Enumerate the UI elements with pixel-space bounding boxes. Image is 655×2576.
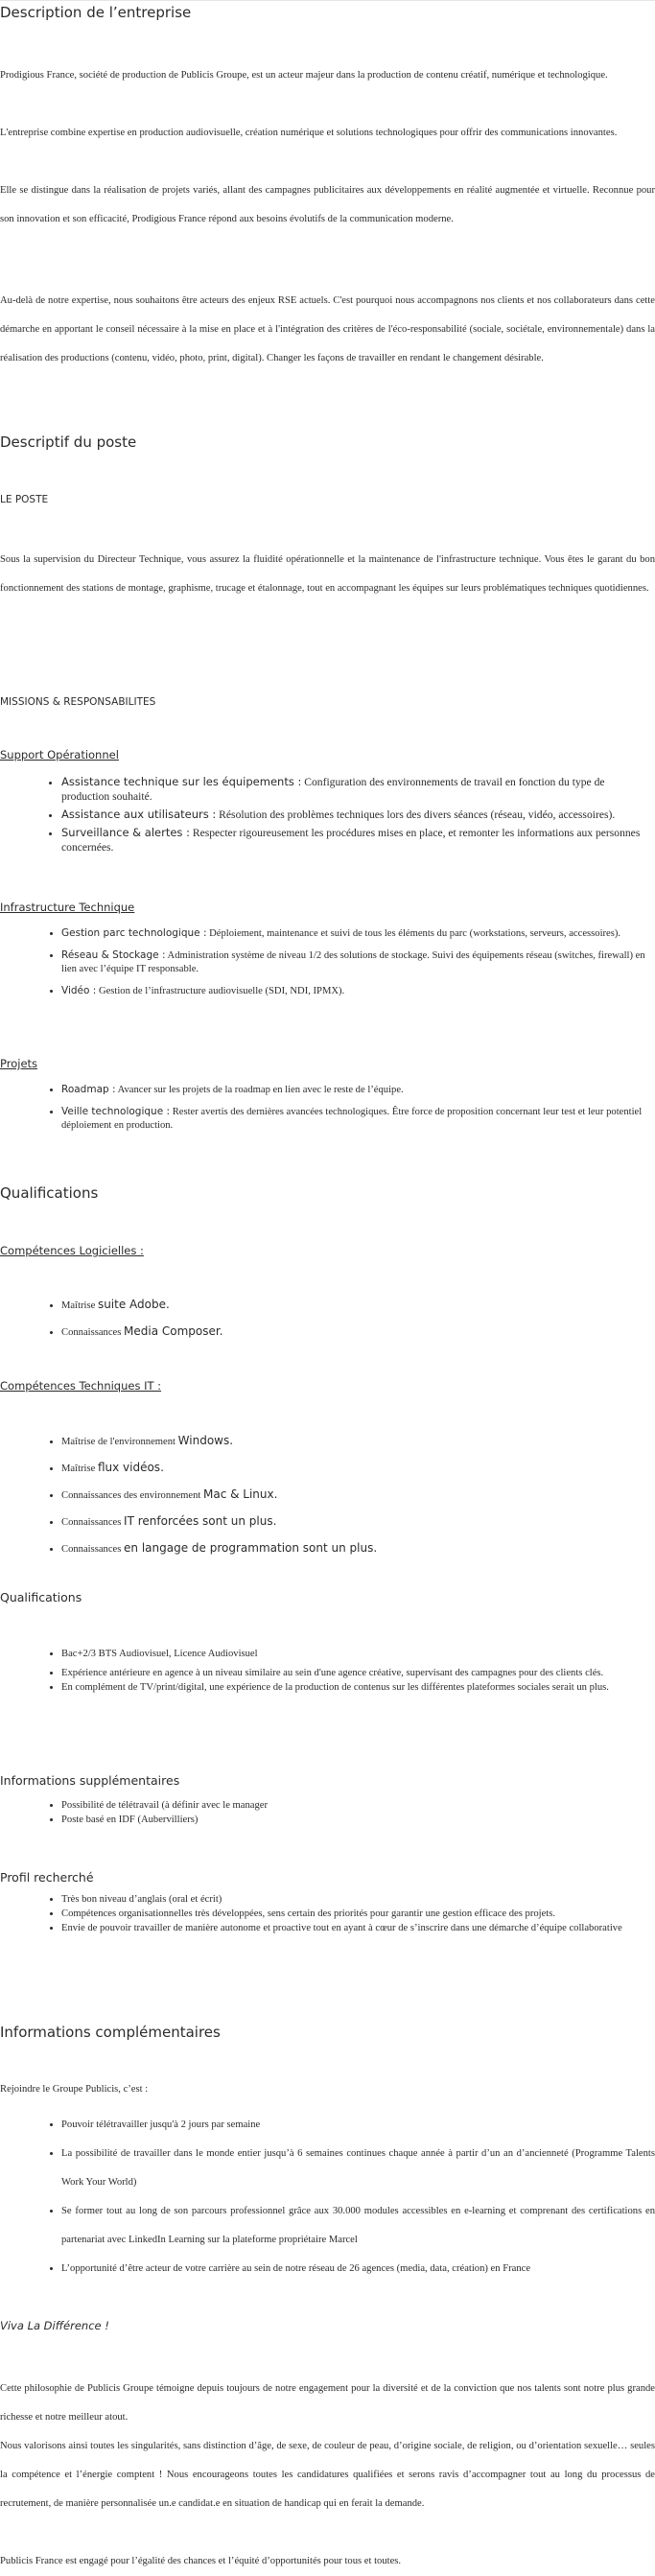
infra-heading: Infrastructure Technique: [0, 901, 135, 914]
support-list: [0, 775, 655, 855]
qualifications-subheading: Qualifications: [0, 1590, 82, 1604]
it-item-keyword: en langage de programmation sont un plus.: [124, 1541, 378, 1555]
job-description-heading: Descriptif du poste: [0, 433, 137, 451]
support-item-text: Configuration des environnements de travail en fonction du type de production souhaité.: [61, 776, 605, 803]
support-item-lead: Assistance technique sur les équipements :: [61, 775, 302, 788]
it-item: [61, 1482, 655, 1509]
it-item-text: Maîtrise de l'environnement: [61, 1437, 178, 1447]
infra-list: [0, 926, 655, 998]
projets-heading: Projets: [0, 1057, 38, 1070]
support-item-lead: Surveillance & alertes :: [61, 826, 190, 839]
infra-item: [61, 926, 655, 941]
profil-list: [0, 1893, 655, 1934]
it-item-keyword: flux vidéos.: [97, 1461, 164, 1474]
logiciels-item: [61, 1319, 655, 1346]
complementary-heading: Informations complémentaires: [0, 2024, 221, 2041]
logiciels-item-keyword: Media Composer.: [124, 1324, 223, 1338]
infra-item-text: Gestion de l’infrastructure audiovisuelle (SDI, NDI, IPMX).: [96, 986, 345, 996]
info-supp-heading: Informations supplémentaires: [0, 1773, 180, 1788]
it-item-keyword: Mac & Linux.: [202, 1487, 278, 1501]
qualifications-item: • Bac+2/3 BTS Audiovisuel, Licence Audiovisuel: [61, 1648, 655, 1660]
le-poste-heading: LE POSTE: [0, 494, 49, 505]
qualifications-item: • En complément de TV/print/digital, une expérience de la production de contenus sur les différentes plateformes sociales serait un plus.: [61, 1681, 655, 1694]
it-item: [61, 1455, 655, 1482]
profil-item: • Très bon niveau d’anglais (oral et écrit): [61, 1893, 655, 1906]
complementary-intro: Rejoindre le Groupe Publicis, c’est :: [0, 2084, 149, 2095]
support-item: [61, 775, 655, 804]
logiciels-heading: Compétences Logicielles :: [0, 1244, 144, 1257]
info-supp-item: • Possibilité de télétravail (à définir avec le manager: [61, 1798, 655, 1813]
profil-heading: Profil recherché: [0, 1870, 94, 1885]
company-heading: Description de l’entreprise: [0, 4, 192, 21]
it-item: [61, 1428, 655, 1455]
logiciels-item-keyword: suite Adobe.: [97, 1298, 170, 1311]
infra-item-lead: Gestion parc technologique :: [61, 927, 207, 939]
info-supp-list: [0, 1798, 655, 1827]
job-intro-paragraph: Sous la supervision du Directeur Technique, vous assurez la fluidité opérationnelle et la maintenance de l'infrastructure technique. Vous êtes le garant du bon fonctionnement des stations de montage, graphisme, trucage et étalonnage, tout en accompagnant les équipes sur leurs problématiques techniques quotidiennes.: [0, 554, 655, 594]
qualifications-list: [0, 1648, 655, 1694]
it-item-keyword: Windows.: [177, 1434, 234, 1447]
qualifications-item: • Expérience antérieure en agence à un niveau similaire au sein d'une agence créative, supervisant des campagnes pour des clients clés.: [61, 1667, 655, 1679]
diversity-paragraph-1: Cette philosophie de Publicis Groupe témoigne depuis toujours de notre engagement pour la diversité et de la conviction que nos talents sont notre plus grande richesse et notre meilleur atout.: [0, 2383, 655, 2423]
support-item: [61, 808, 655, 822]
logiciels-item-text: Connaissances: [61, 1327, 125, 1338]
it-item: [61, 1509, 655, 1535]
complementary-item: • La possibilité de travailler dans le monde entier jusqu’à 6 semaines continues chaque année à partir d’un an d’ancienneté (Programme Talents Work Your World): [61, 2140, 655, 2197]
diversity-paragraph-3: Publicis France est engagé pour l’égalité des chances et l’équité d’opportunités pour tous et toutes.: [0, 2556, 402, 2566]
company-paragraph-3: Elle se distingue dans la réalisation de projets variés, allant des campagnes publicitaires aux développements en réalité augmentée et virtuelle. Reconnue pour son innovation et son efficacité, Prodigious France répond aux besoins évolutifs de la communication moderne.: [0, 185, 655, 224]
it-item-text: Connaissances des environnement: [61, 1490, 203, 1501]
projets-list: [0, 1083, 655, 1133]
profil-item: • Compétences organisationnelles très développées, sens certain des priorités pour garantir une gestion efficace des projets.: [61, 1908, 655, 1920]
tagline: Viva La Différence !: [0, 2319, 109, 2332]
support-item-text: Respecter rigoureusement les procédures mises en place, et remonter les informations aux personnes concernées.: [61, 827, 641, 854]
projets-item: [61, 1105, 655, 1133]
logiciels-item-text: Maîtrise: [61, 1300, 98, 1311]
it-item: [61, 1535, 655, 1562]
complementary-item: • L’opportunité d’être acteur de votre carrière au sein de notre réseau de 26 agences (media, data, création) en France: [61, 2255, 655, 2283]
diversity-paragraph-2: Nous valorisons ainsi toutes les singularités, sans distinction d’âge, de sexe, de couleur de peau, d’origine sociale, de religion, ou d’orientation sexuelle… seules la compétence et l’énergie comptent ! Nous encourageons toutes les candidatures qualifiées et serons ravis d’accompagner tout au long du processus de recrutement, de manière personnalisée un.e candidat.e en situation de handicap qui en ferait la demande.: [0, 2441, 655, 2509]
projets-item-lead: Roadmap :: [61, 1084, 116, 1095]
support-heading: Support Opérationnel: [0, 748, 119, 761]
it-item-text: Connaissances: [61, 1517, 125, 1528]
infra-item-lead: Réseau & Stockage :: [61, 949, 166, 961]
it-heading: Compétences Techniques IT :: [0, 1379, 162, 1393]
it-list: [0, 1428, 655, 1562]
logiciels-list: [0, 1292, 655, 1346]
infra-item-text: Administration système de niveau 1/2 des solutions de stockage. Suivi des équipements réseau (switches, firewall) en lien avec l’équipe IT responsable.: [61, 950, 645, 974]
company-paragraph-1: Prodigious France, société de production de Publicis Groupe, est un acteur majeur dans la production de contenu créatif, numérique et technologique.: [0, 70, 608, 81]
projets-item-text: Rester avertis des dernières avancées technologiques. Être force de proposition concernant leur test et leur potentiel déploiement en production.: [61, 1107, 643, 1131]
complementary-list: [0, 2111, 655, 2283]
profil-item: • Envie de pouvoir travailler de manière autonome et proactive tout en ayant à cœur de s’inscrire dans une démarche d’équipe collaborative: [61, 1922, 655, 1934]
it-item-keyword: IT renforcées sont un plus.: [124, 1514, 277, 1528]
infra-item-lead: Vidéo :: [61, 985, 97, 996]
projets-item-lead: Veille technologique :: [61, 1106, 171, 1117]
projets-item: [61, 1083, 655, 1097]
support-item: [61, 826, 655, 855]
company-paragraph-rse: Au-delà de notre expertise, nous souhaitons être acteurs des enjeux RSE actuels. C'est pourquoi nous accompagnons nos clients et nos collaborateurs dans cette démarche en apportant le conseil nécessaire à la mise en place et à l'intégration des critères de l'éco-responsabilité (sociale, sociétale, environnementale) dans la réalisation des productions (contenu, vidéo, photo, print, digital). Changer les façons de travailler en rendant le changement désirable.: [0, 295, 655, 363]
logiciels-item: [61, 1292, 655, 1319]
support-item-text: Résolution des problèmes techniques lors des divers séances (réseau, vidéo, accessoires).: [216, 808, 616, 821]
complementary-item: • Se former tout au long de son parcours professionnel grâce aux 30.000 modules accessibles en e-learning et comprenant des certifications en partenariat avec LinkedIn Learning sur la plateforme propriétaire Marcel: [61, 2197, 655, 2255]
it-item-text: Maîtrise: [61, 1464, 98, 1474]
company-paragraph-2: L'entreprise combine expertise en production audiovisuelle, création numérique et solutions technologiques pour offrir des communications innovantes.: [0, 128, 618, 138]
projets-item-text: Avancer sur les projets de la roadmap en lien avec le reste de l’équipe.: [115, 1085, 404, 1095]
top-divider: [0, 0, 655, 1]
support-item-lead: Assistance aux utilisateurs :: [61, 808, 217, 821]
infra-item-text: Déploiement, maintenance et suivi de tous les éléments du parc (workstations, serveurs, accessoires).: [206, 928, 621, 939]
missions-heading: MISSIONS & RESPONSABILITES: [0, 696, 156, 708]
it-item-text: Connaissances: [61, 1544, 125, 1555]
qualifications-heading: Qualifications: [0, 1184, 99, 1202]
infra-item: [61, 984, 655, 998]
info-supp-item: • Poste basé en IDF (Aubervilliers): [61, 1813, 655, 1827]
complementary-item: • Pouvoir télétravailler jusqu'à 2 jours par semaine: [61, 2111, 655, 2140]
infra-item: [61, 948, 655, 976]
